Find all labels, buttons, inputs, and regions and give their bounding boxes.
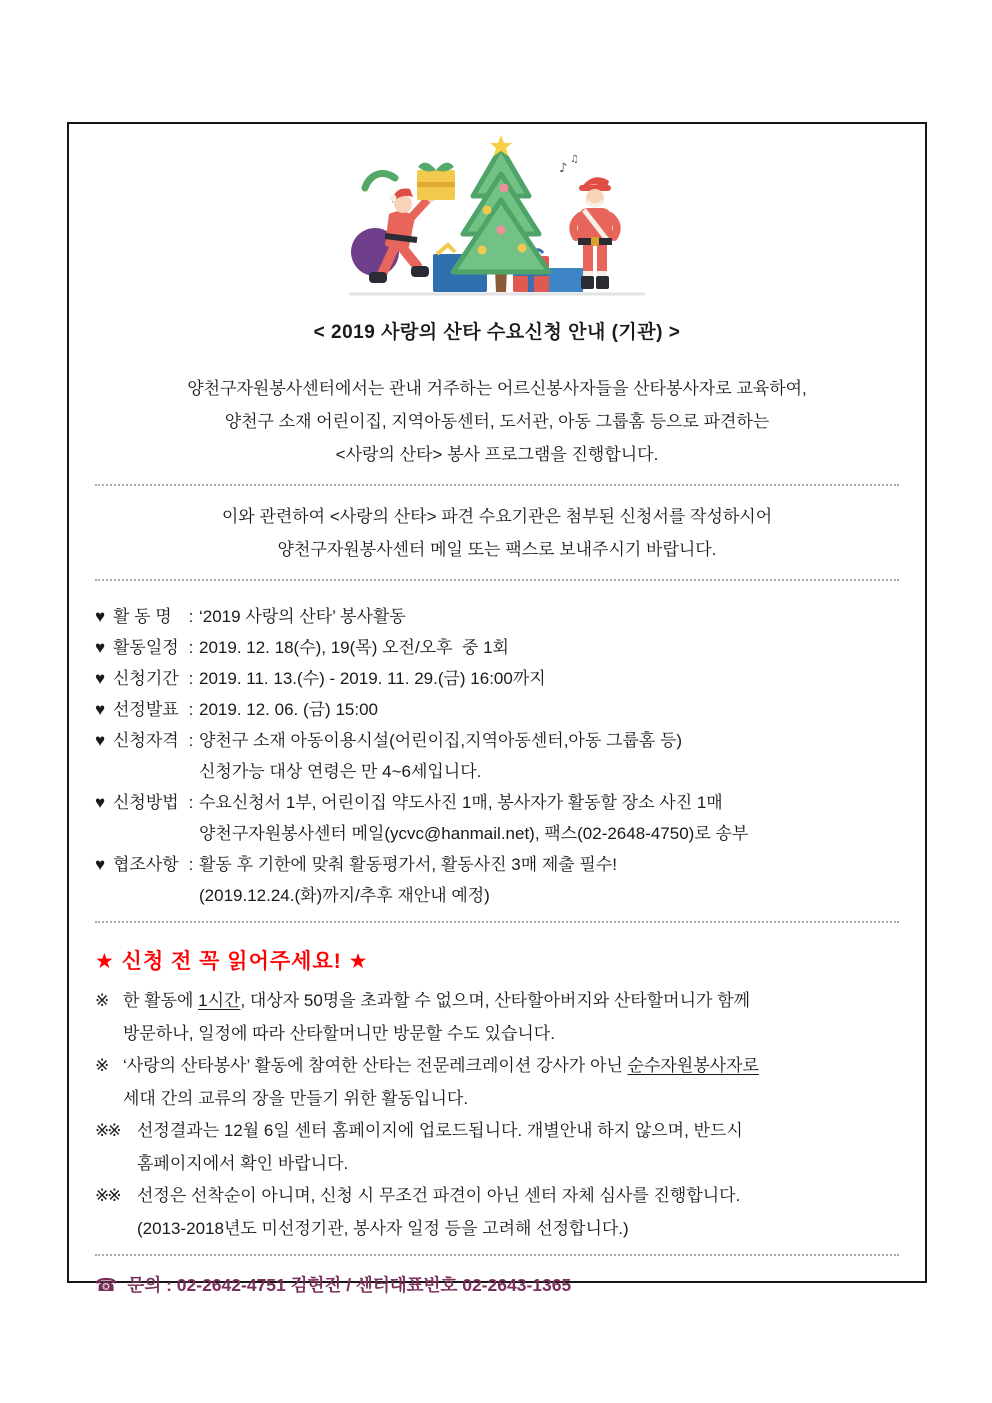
heart-bullet-icon: ♥ (95, 638, 106, 657)
notice-item-4: ※※ 선정은 선착순이 아니며, 신청 시 무조건 파견이 아닌 센터 자체 심사를 진행합니다. (95, 1180, 899, 1213)
dotted-separator (95, 579, 899, 581)
detail-item-eligibility: ♥ 신청자격 : 양천구 소재 아동이용시설(어린이집,지역아동센터,아동 그룹홈 등) (95, 725, 899, 756)
notice-item-2-cont: 세대 간의 교류의 장을 만들기 위한 활동입니다. (123, 1088, 469, 1108)
underlined-text: 순수자원봉사자로 (627, 1056, 759, 1075)
notice-item-1: ※ 한 활동에 1시간, 대상자 50명을 초과할 수 없으며, 산타할아버지와 산타할머니가 함께 (95, 985, 899, 1018)
intro-paragraph-1 (95, 372, 899, 471)
dotted-separator (95, 921, 899, 923)
reference-mark: ※ (95, 991, 110, 1010)
detail-item-how-to-apply: ♥ 신청방법 : 수요신청서 1부, 어린이집 약도사진 1매, 봉사자가 활동할 장소 사진 1매 (95, 787, 899, 818)
contact-text: 문의 : 02-2642-4751 김현진 / 센터대표번호 02-2643-1365 (127, 1275, 572, 1295)
heart-bullet-icon: ♥ (95, 855, 106, 874)
underlined-text: 1시간 (198, 991, 241, 1010)
notice-item-1-cont: 방문하나, 일정에 따라 산타할머니만 방문할 수도 있습니다. (123, 1023, 555, 1043)
activity-details-list (95, 601, 899, 911)
page-title: < 2019 사랑의 산타 수요신청 안내 (기관) > (313, 322, 681, 343)
intro-p1-line3: <사랑의 산타> 봉사 프로그램을 진행합니다. (335, 445, 659, 464)
intro-p1-line2: 양천구 소재 어린이집, 지역아동센터, 도서관, 아동 그룹홈 등으로 파견하는 (224, 412, 770, 431)
detail-item-cooperation: ♥ 협조사항 : 활동 후 기한에 맞춰 활동평가서, 활동사진 3매 제출 필수! (95, 849, 899, 880)
notice-item-3: ※※ 선정결과는 12월 6일 센터 홈페이지에 업로드됩니다. 개별안내 하지 않으며, 반드시 (95, 1115, 899, 1148)
intro-p1-line1: 양천구자원봉사센터에서는 관내 거주하는 어르신봉사자들을 산타봉사자로 교육하여, (187, 379, 807, 398)
notice-item-3-cont: 홈페이지에서 확인 바랍니다. (137, 1153, 349, 1173)
detail-item-schedule: ♥ 활동일정 : 2019. 12. 18(수), 19(목) 오전/오후 중 1회 (95, 632, 899, 663)
notice-heading: ★ 신청 전 꼭 읽어주세요! ★ (95, 950, 369, 973)
reference-mark-double: ※※ (95, 1121, 120, 1140)
heart-bullet-icon: ♥ (95, 731, 106, 750)
contact-line (95, 1272, 899, 1297)
intro-p2-line2: 양천구자원봉사센터 메일 또는 팩스로 보내주시기 바랍니다. (277, 540, 717, 559)
notice-item-2: ※ ‘사랑의 산타봉사’ 활동에 참여한 산타는 전문레크레이션 강사가 아닌 순수자원봉사자로 (95, 1050, 899, 1083)
dotted-separator (95, 1254, 899, 1256)
heart-bullet-icon: ♥ (95, 607, 106, 626)
document-page (67, 122, 927, 1295)
heart-bullet-icon: ♥ (95, 700, 106, 719)
dotted-separator (95, 484, 899, 486)
svg-text:♪: ♪ (559, 161, 568, 176)
notice-list (95, 985, 899, 1245)
detail-item-cooperation-cont: (2019.12.24.(화)까지/추후 재안내 예정) (199, 886, 490, 905)
telephone-icon: ☎ (95, 1275, 118, 1295)
svg-text:♫: ♫ (570, 154, 579, 165)
notice-item-4-cont: (2013-2018년도 미선정기관, 봉사자 일정 등을 고려해 선정합니다.) (137, 1218, 629, 1238)
christmas-illustration (95, 134, 899, 307)
detail-item-announcement: ♥ 선정발표 : 2019. 12. 06. (금) 15:00 (95, 694, 899, 725)
christmas-tree (453, 135, 549, 292)
detail-item-application-period: ♥ 신청기간 : 2019. 11. 13.(수) - 2019. 11. 29.(금) 16:00까지 (95, 663, 899, 694)
detail-item-how-to-apply-cont: 양천구자원봉사센터 메일(ycvc@hanmail.net), 팩스(02-2648-4750)로 송부 (199, 824, 749, 843)
intro-p2-line1: 이와 관련하여 <사랑의 산타> 파견 수요기관은 첨부된 신청서를 작성하시어 (221, 507, 773, 526)
christmas-illustration-svg (337, 134, 657, 302)
detail-item-eligibility-cont: 신청가능 대상 연령은 만 4~6세입니다. (199, 762, 482, 781)
intro-paragraph-2 (95, 500, 899, 566)
heart-bullet-icon: ♥ (95, 669, 106, 688)
reference-mark: ※ (95, 1056, 110, 1075)
heart-bullet-icon: ♥ (95, 793, 106, 812)
detail-item-activity-name: ♥ 활 동 명 : ‘2019 사랑의 산타’ 봉사활동 (95, 601, 899, 632)
reference-mark-double: ※※ (95, 1186, 120, 1205)
